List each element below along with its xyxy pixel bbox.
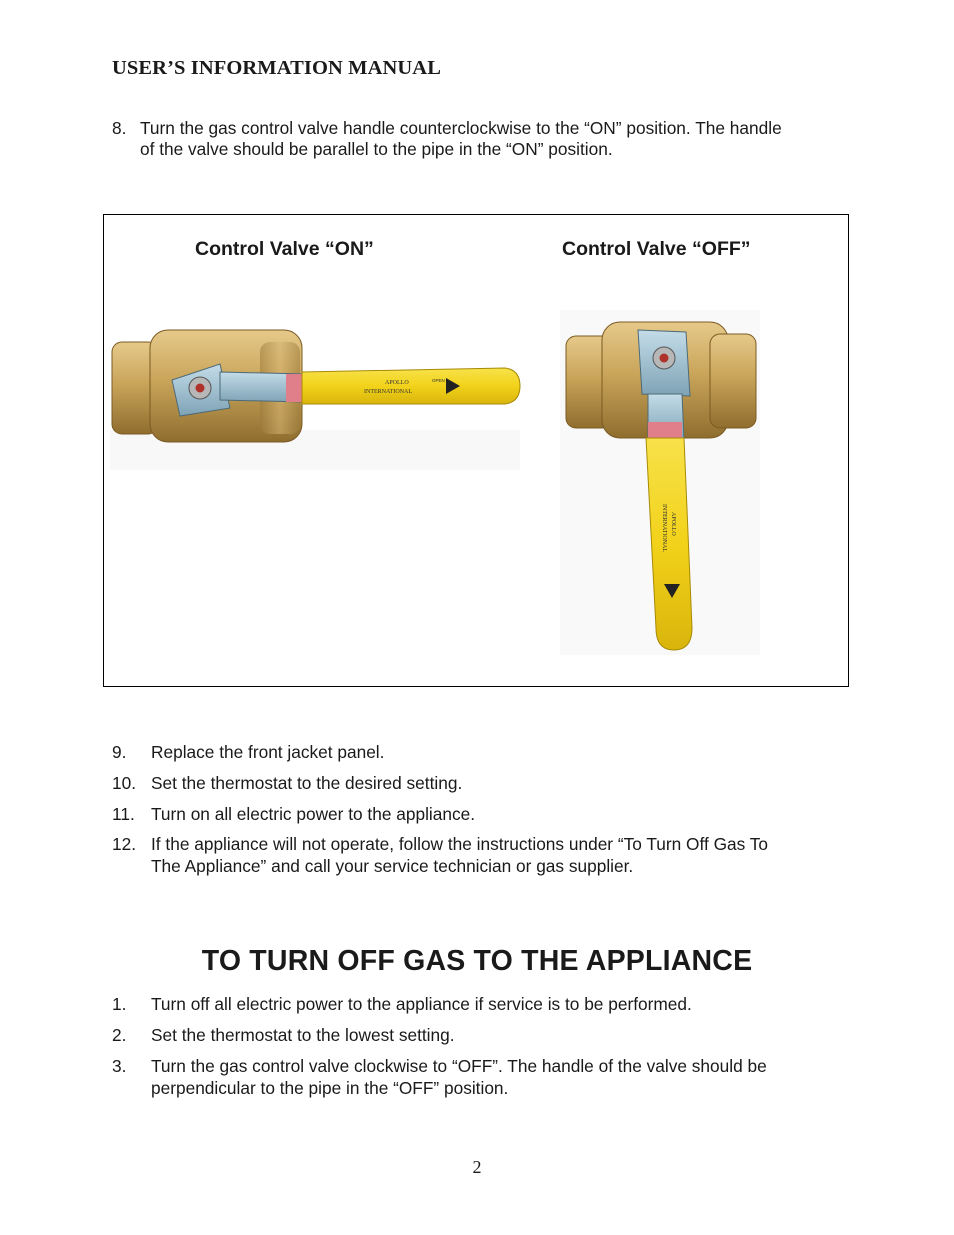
caption-valve-off: Control Valve “OFF” xyxy=(562,238,751,260)
step-text-line-1: If the appliance will not operate, follow the instructions under “To Turn Off Gas To xyxy=(151,834,769,854)
step-number: 1. xyxy=(112,994,127,1014)
step-12 xyxy=(112,834,852,878)
turn-off-step-3 xyxy=(112,1056,852,1100)
step-8 xyxy=(112,118,852,162)
step-11 xyxy=(112,804,852,826)
step-number: 11. xyxy=(112,804,135,824)
step-text-line-1: Replace the front jacket panel. xyxy=(151,742,385,762)
step-number: 2. xyxy=(112,1025,127,1045)
step-number: 12. xyxy=(112,834,137,854)
step-text-line-1: Turn on all electric power to the appliance. xyxy=(151,804,476,824)
step-number: 9. xyxy=(112,742,127,762)
handle-arrow-text: OPEN xyxy=(432,378,445,383)
handle-text-apollo: APOLLO xyxy=(385,380,409,386)
caption-valve-on: Control Valve “ON” xyxy=(195,238,374,260)
step-number: 8. xyxy=(112,118,127,138)
step-number: 3. xyxy=(112,1056,127,1076)
valve-on-image xyxy=(110,320,525,470)
turn-off-step-2 xyxy=(112,1025,852,1047)
manual-title: USER’S INFORMATION MANUAL xyxy=(112,57,441,79)
section-heading: TO TURN OFF GAS TO THE APPLIANCE xyxy=(201,945,753,977)
valve-off-image xyxy=(560,310,765,660)
turn-off-step-1 xyxy=(112,994,852,1016)
page-number: 2 xyxy=(472,1157,482,1177)
handle-text-international: INTERNATIONAL xyxy=(364,389,412,395)
step-text-line-2: of the valve should be parallel to the pipe in the “ON” position. xyxy=(140,139,613,159)
step-number: 10. xyxy=(112,773,137,793)
step-text-line-1: Turn the gas control valve clockwise to “OFF”. The handle of the valve should be xyxy=(151,1056,767,1076)
step-text-line-1: Set the thermostat to the lowest setting. xyxy=(151,1025,455,1045)
handle-text-apollo: APOLLO xyxy=(670,512,676,536)
step-text-line-2: The Appliance” and call your service technician or gas supplier. xyxy=(151,856,634,876)
step-10 xyxy=(112,773,852,795)
handle-text-international: INTERNATIONAL xyxy=(661,504,667,552)
step-text-line-1: Turn off all electric power to the appliance if service is to be performed. xyxy=(151,994,692,1014)
step-text-line-1: Turn the gas control valve handle counterclockwise to the “ON” position. The handle xyxy=(140,118,782,138)
step-text-line-2: perpendicular to the pipe in the “OFF” position. xyxy=(151,1078,509,1098)
step-text-line-1: Set the thermostat to the desired setting. xyxy=(151,773,463,793)
step-9 xyxy=(112,742,852,764)
